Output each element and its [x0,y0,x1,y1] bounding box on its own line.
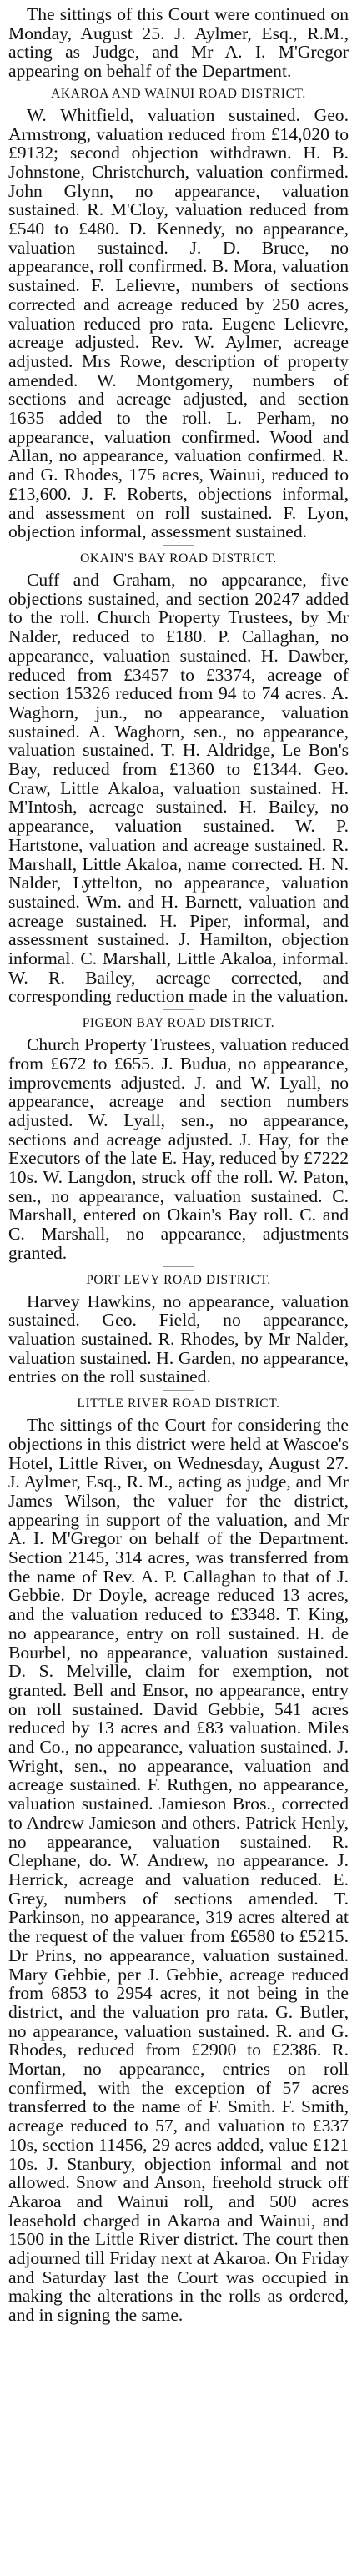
section-heading: PORT LEVY ROAD DISTRICT. [86,1272,271,1287]
section-paragraph: W. Whitfield, valuation sustained. Geo. Armstrong, valuation reduced from £14,020 to £9132; second objection withdrawn. H. B. Johnstone, Christchurch, valuation confirmed. John Glynn, no appearance, valuation sustained. R. M'Cloy, valuation reduced from £540 to £480. D. Kennedy, no appearance, valuation sustained. J. D. Bruce, no appearance, roll confirmed. B. Mora, valuation sustained. F. Lelievre, numbers of sections corrected and acreage reduced by 250 acres, valuation reduced pro rata. Eugene Lelievre, acreage adjusted. Rev. W. Aylmer, acreage adjusted. Mrs Rowe, description of property amended. W. Montgomery, numbers of sections and acreage adjusted, and section 1635 added to the roll. L. Perham, no appearance, valuation confirmed. Wood and Allan, no appearance, valuation confirmed. R. and G. Rhodes, 175 acres, Wainui, reduced to £13,600. J. F. Roberts, objections informal, and assessment on roll sustained. F. Lyon, objection informal, assessment sustained. [8,104,349,542]
section-paragraph: Church Property Trustees, valuation reduced from £672 to £655. J. Budua, no appearance, improvements adjusted. J. and W. Lyall, no appearance, acreage and section numbers adjusted. W. Lyall, sen., no appearance, sections and acreage adjusted. J. Hay, for the Executors of the late E. Hay, reduced by £7222 10s. W. Langdon, struck off the roll. W. Paton, sen., no appearance, valuation sustained. C. Marshall, entered on Okain's Bay roll. C. and C. Marshall, no appearance, adjustments granted. [8,1034,349,1263]
section-heading: LITTLE RIVER ROAD DISTRICT. [77,1396,280,1411]
section-heading: AKAROA AND WAINUI ROAD DISTRICT. [51,86,306,101]
section-divider [163,1266,194,1267]
section-heading: PIGEON BAY ROAD DISTRICT. [82,1016,275,1031]
section-paragraph: Harvey Hawkins, no appearance, valuation sustained. Geo. Field, no appearance, valuation sustained. R. Rhodes, by Mr Nalder, valuation sustained. H. Garden, no appearance, entries on the roll sustained. [8,1291,349,1387]
section-okains-bay [8,551,349,1006]
section-akaroa-wainui [8,86,349,541]
section-paragraph: The sittings of the Court for considering the objections in this district were held at Wascoe's Hotel, Little River, on Wednesday, August 27. J. Aylmer, Esq., R. M., acting as judge, and Mr James Wilson, the valuer for the district, appearing in support of the valuation, and Mr A. I. M'Gregor on behalf of the Department. Section 2145, 314 acres, was transferred from the name of Rev. A. P. Callaghan to that of J. Gebbie. Dr Doyle, acreage reduced 13 acres, and the valuation reduced to £3348. T. King, no appearance, entry on roll sustained. H. de Bourbel, no appearance, valuation sustained. D. S. Melville, claim for exemption, not granted. Bell and Ensor, no appearance, entry on roll sustained. David Gebbie, 541 acres reduced by 13 acres and £83 valuation. Miles and Co., no appearance, valuation sustained. J. Wright, sen., no appearance, valuation and acreage sustained. F. Ruthgen, no appearance, valuation sustained. Jamieson Bros., corrected to Andrew Jamieson and others. Patrick Henly, no appearance, valuation sustained. R. Clephane, do. W. Andrew, no appearance. J. Herrick, acreage and valuation reduced. E. Grey, numbers of sections amended. T. Parkinson, no appearance, 319 acres altered at the request of the valuer from £6580 to £5215. Dr Prins, no appearance, valuation sustained. Mary Gebbie, per J. Gebbie, acreage reduced from 6853 to 2954 acres, it not being in the district, and the valuation pro rata. G. Butler, no appearance, valuation sustained. R. and G. Rhodes, reduced from £2900 to £2386. R. Mortan, no appearance, entries on roll confirmed, with the exception of 57 acres transferred to the name of F. Smith. F. Smith, acreage reduced to 57, and valuation to £337 10s, section 11456, 29 acres added, value £121 10s. J. Stanbury, objection informal and not allowed. Snow and Anson, freehold struck off Akaroa and Wainui roll, and 500 acres leasehold charged in Akaroa and Wainui, and 1500 in the Little River district. The court then adjourned till Friday next at Akaroa. On Friday and Saturday last the Court was occupied in making the alterations in the rolls as ordered, and in signing the same. [8,1415,349,2326]
section-port-levy [8,1272,349,1387]
section-pigeon-bay [8,1015,349,1262]
section-divider [163,1390,194,1391]
section-divider [163,1009,194,1010]
section-little-river [8,1396,349,2325]
section-divider [163,545,194,546]
intro-paragraph: The sittings of this Court were continued on Monday, August 25. J. Aylmer, Esq., R.M., acting as Judge, and Mr A. I. M'Gregor appearing on behalf of the Department. [8,4,349,82]
section-paragraph: Cuff and Graham, no appearance, five objections sustained, and section 20247 added to the roll. Church Property Trustees, by Mr Nalder, reduced to £180. P. Callaghan, no appearance, valuation sustained. H. Dawber, reduced from £3457 to £3374, acreage of section 15326 reduced from 94 to 74 acres. A. Waghorn, jun., no appearance, valuation sustained. A. Waghorn, sen., no appearance, valuation sustained. T. H. Aldridge, Le Bon's Bay, reduced from £1360 to £1344. Geo. Craw, Little Akaloa, valuation sustained. H. M'Intosh, acreage sustained. H. Bailey, no appearance, valuation sustained. W. P. Hartstone, valuation and acreage sustained. R. Marshall, Little Akaloa, name corrected. H. N. Nalder, Lyttelton, no appearance, valuation sustained. Wm. and H. Barnett, valuation and acreage sustained. H. Piper, informal, and assessment sustained. J. Hamilton, objection informal. C. Marshall, Little Akaloa, informal. W. R. Bailey, acreage corrected, and corresponding reduction made in the valuation. [8,569,349,1007]
section-heading: OKAIN'S BAY ROAD DISTRICT. [80,551,277,566]
